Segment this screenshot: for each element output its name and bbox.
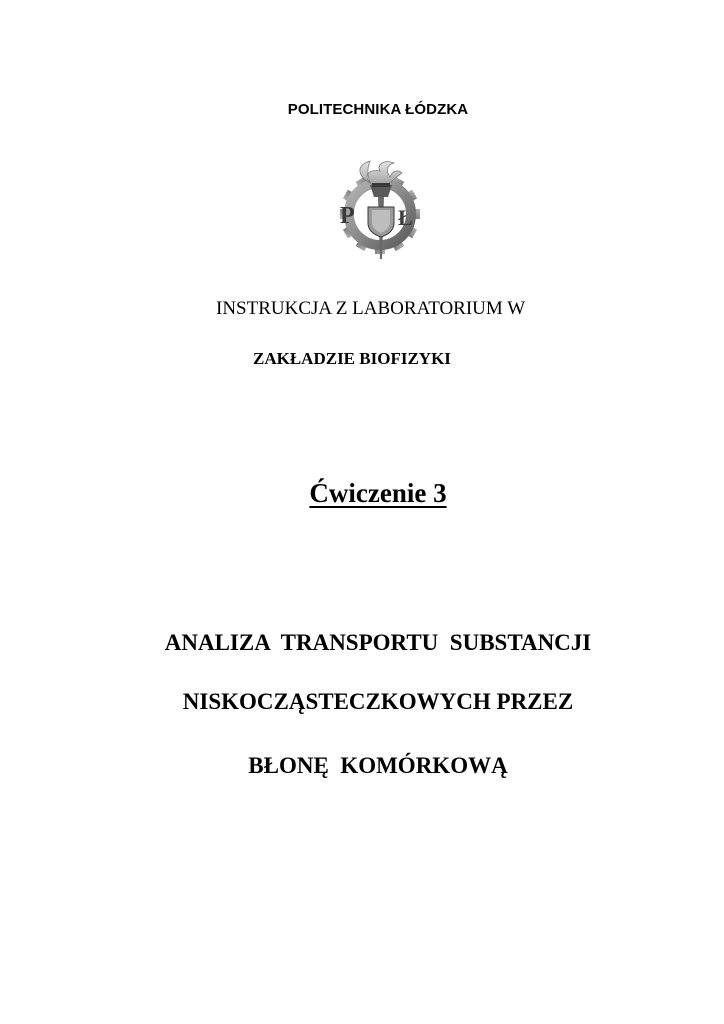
- exercise-title: Ćwiczenie 3: [309, 478, 447, 508]
- svg-text:Ł: Ł: [398, 205, 413, 230]
- topic-title-line-2: NISKOCZĄSTECZKOWYCH PRZEZ: [182, 689, 574, 714]
- university-name: POLITECHNIKA ŁÓDZKA: [287, 101, 469, 118]
- topic-title-line-1: ANALIZA TRANSPORTU SUBSTANCJI: [164, 630, 592, 655]
- svg-text:P: P: [340, 203, 355, 229]
- university-logo: [332, 157, 424, 263]
- instruction-line-2: ZAKŁADZIE BIOFIZYKI: [253, 349, 451, 368]
- topic-title-line-3: BŁONĘ KOMÓRKOWĄ: [248, 753, 508, 778]
- instruction-line-1: INSTRUKCJA Z LABORATORIUM W: [216, 298, 526, 319]
- gear-torch-emblem-icon: [332, 157, 424, 263]
